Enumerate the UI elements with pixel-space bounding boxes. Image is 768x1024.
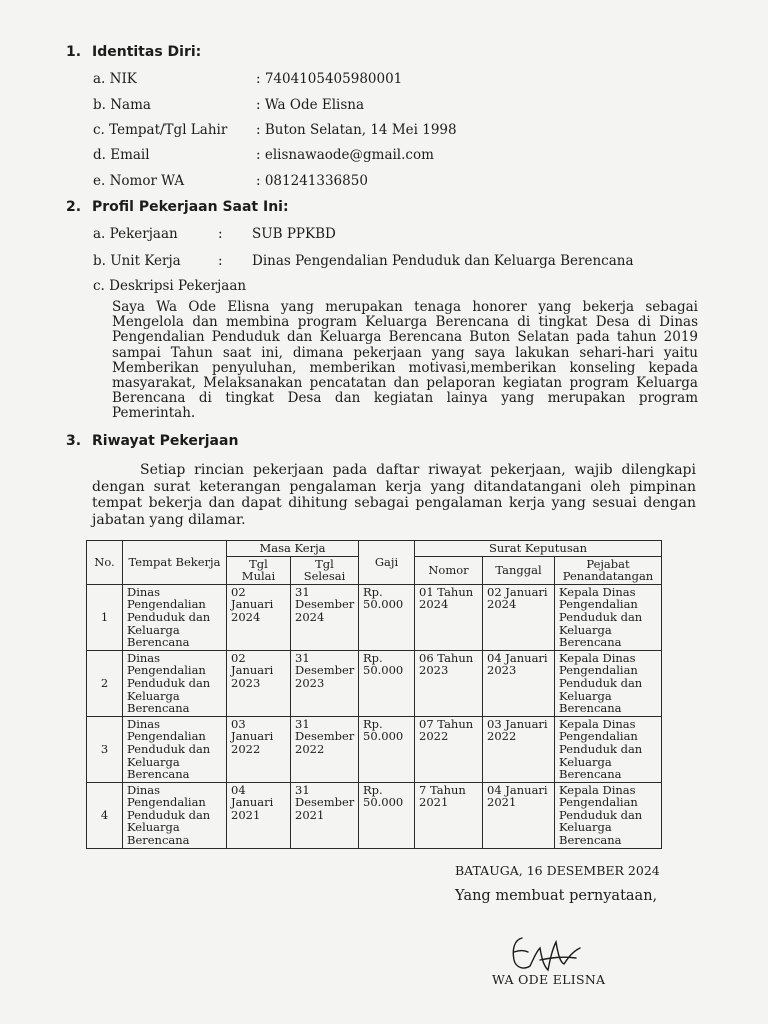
cell-tempat: Dinas Pengendalian Penduduk dan Keluarga Berencana: [123, 650, 227, 716]
cell-no: 1: [87, 584, 123, 650]
cell-gaji: Rp. 50.000: [359, 650, 415, 716]
riwayat-intro: Setiap rincian pekerjaan pada daftar riwayat pekerjaan, wajib dilengkapi dengan surat keterangan pengalaman kerja yang ditandatangani oleh pimpinan tempat bekerja dan dapat dihitung sebagai pengalaman kerja yang sesuai dengan jabatan yang dilamar.: [92, 462, 696, 528]
section-1-number: 1.: [66, 44, 82, 60]
nama-label: b. Nama: [93, 97, 151, 113]
pekerjaan-colon: :: [218, 226, 223, 242]
cell-tanggal: 04 Januari 2023: [483, 650, 555, 716]
cell-nomor: 7 Tahun 2021: [415, 782, 483, 848]
section-2-heading: [66, 199, 289, 215]
email-value: : elisnawaode@gmail.com: [256, 147, 434, 163]
header-masa-kerja: Masa Kerja: [227, 541, 359, 557]
pekerjaan-label: a. Pekerjaan: [93, 226, 178, 242]
unit-kerja-value: Dinas Pengendalian Penduduk dan Keluarga Berencana: [252, 253, 634, 269]
riwayat-table: [86, 540, 662, 849]
cell-no: 2: [87, 650, 123, 716]
table-row: [87, 716, 662, 782]
table-row: [87, 650, 662, 716]
header-pejabat: Pejabat Penandatangan: [555, 556, 662, 584]
section-1-heading: [66, 44, 201, 60]
wa-value: : 081241336850: [256, 173, 368, 189]
cell-nomor: 01 Tahun 2024: [415, 584, 483, 650]
cell-mulai: 03 Januari 2022: [227, 716, 291, 782]
header-tgl-mulai: Tgl Mulai: [227, 556, 291, 584]
section-1-title: Identitas Diri:: [92, 44, 202, 60]
cell-mulai: 02 Januari 2023: [227, 650, 291, 716]
nik-value: : 7404105405980001: [256, 71, 403, 87]
cell-selesai: 31 Desember 2021: [291, 782, 359, 848]
deskripsi-paragraph: Saya Wa Ode Elisna yang merupakan tenaga honorer yang bekerja sebagai Mengelola dan membina program Keluarga Berencana di tingkat Desa di Dinas Pengendalian Penduduk dan Keluarga Berencana Buton Selatan pada tahun 2019 sampai Tahun saat ini, dimana pekerjaan yang saya lakukan sehari-hari yaitu Memberikan penyuluhan, memberikan motivasi,memberikan konseling kepada masyarakat, Melaksanakan pencatatan dan pelaporan kegiatan program Keluarga Berencana di tingkat Desa dan kegiatan lainya yang merupakan program Pemerintah.: [112, 299, 698, 422]
header-tanggal: Tanggal: [483, 556, 555, 584]
cell-selesai: 31 Desember 2023: [291, 650, 359, 716]
ttl-label: c. Tempat/Tgl Lahir: [93, 122, 228, 138]
section-3-heading: [66, 433, 238, 449]
header-tempat: Tempat Bekerja: [123, 541, 227, 585]
header-tgl-selesai: Tgl Selesai: [291, 556, 359, 584]
nama-value: : Wa Ode Elisna: [256, 97, 365, 113]
wa-label: e. Nomor WA: [93, 173, 185, 189]
closing-statement: Yang membuat pernyataan,: [455, 888, 658, 904]
header-no: No.: [87, 541, 123, 585]
cell-tempat: Dinas Pengendalian Penduduk dan Keluarga Berencana: [123, 782, 227, 848]
section-2-number: 2.: [66, 199, 82, 215]
ttl-value: : Buton Selatan, 14 Mei 1998: [256, 122, 457, 138]
cell-gaji: Rp. 50.000: [359, 584, 415, 650]
nik-label: a. NIK: [93, 71, 137, 87]
signature-icon: [500, 930, 590, 976]
header-nomor: Nomor: [415, 556, 483, 584]
cell-pejabat: Kepala Dinas Pengendalian Penduduk dan Keluarga Berencana: [555, 650, 662, 716]
table-row: [87, 584, 662, 650]
header-surat-keputusan: Surat Keputusan: [415, 541, 662, 557]
header-gaji: Gaji: [359, 541, 415, 585]
section-3-title: Riwayat Pekerjaan: [92, 433, 239, 449]
cell-nomor: 06 Tahun 2023: [415, 650, 483, 716]
email-label: d. Email: [93, 147, 150, 163]
cell-pejabat: Kepala Dinas Pengendalian Penduduk dan Keluarga Berencana: [555, 716, 662, 782]
cell-no: 4: [87, 782, 123, 848]
section-3-number: 3.: [66, 433, 82, 449]
cell-selesai: 31 Desember 2022: [291, 716, 359, 782]
cell-tempat: Dinas Pengendalian Penduduk dan Keluarga Berencana: [123, 716, 227, 782]
cell-tanggal: 04 Januari 2021: [483, 782, 555, 848]
cell-mulai: 04 Januari 2021: [227, 782, 291, 848]
unit-kerja-label: b. Unit Kerja: [93, 253, 181, 269]
table-row: [87, 782, 662, 848]
cell-pejabat: Kepala Dinas Pengendalian Penduduk dan Keluarga Berencana: [555, 584, 662, 650]
cell-no: 3: [87, 716, 123, 782]
cell-mulai: 02 Januari 2024: [227, 584, 291, 650]
deskripsi-label: c. Deskripsi Pekerjaan: [93, 278, 247, 294]
cell-tempat: Dinas Pengendalian Penduduk dan Keluarga Berencana: [123, 584, 227, 650]
cell-selesai: 31 Desember 2024: [291, 584, 359, 650]
cell-tanggal: 02 Januari 2024: [483, 584, 555, 650]
unit-kerja-colon: :: [218, 253, 223, 269]
cell-gaji: Rp. 50.000: [359, 782, 415, 848]
cell-gaji: Rp. 50.000: [359, 716, 415, 782]
place-date: BATAUGA, 16 DESEMBER 2024: [455, 863, 660, 878]
pekerjaan-value: SUB PPKBD: [252, 226, 336, 242]
signer-name: WA ODE ELISNA: [492, 972, 606, 987]
cell-pejabat: Kepala Dinas Pengendalian Penduduk dan Keluarga Berencana: [555, 782, 662, 848]
section-2-title: Profil Pekerjaan Saat Ini:: [92, 199, 289, 215]
cell-tanggal: 03 Januari 2022: [483, 716, 555, 782]
cell-nomor: 07 Tahun 2022: [415, 716, 483, 782]
